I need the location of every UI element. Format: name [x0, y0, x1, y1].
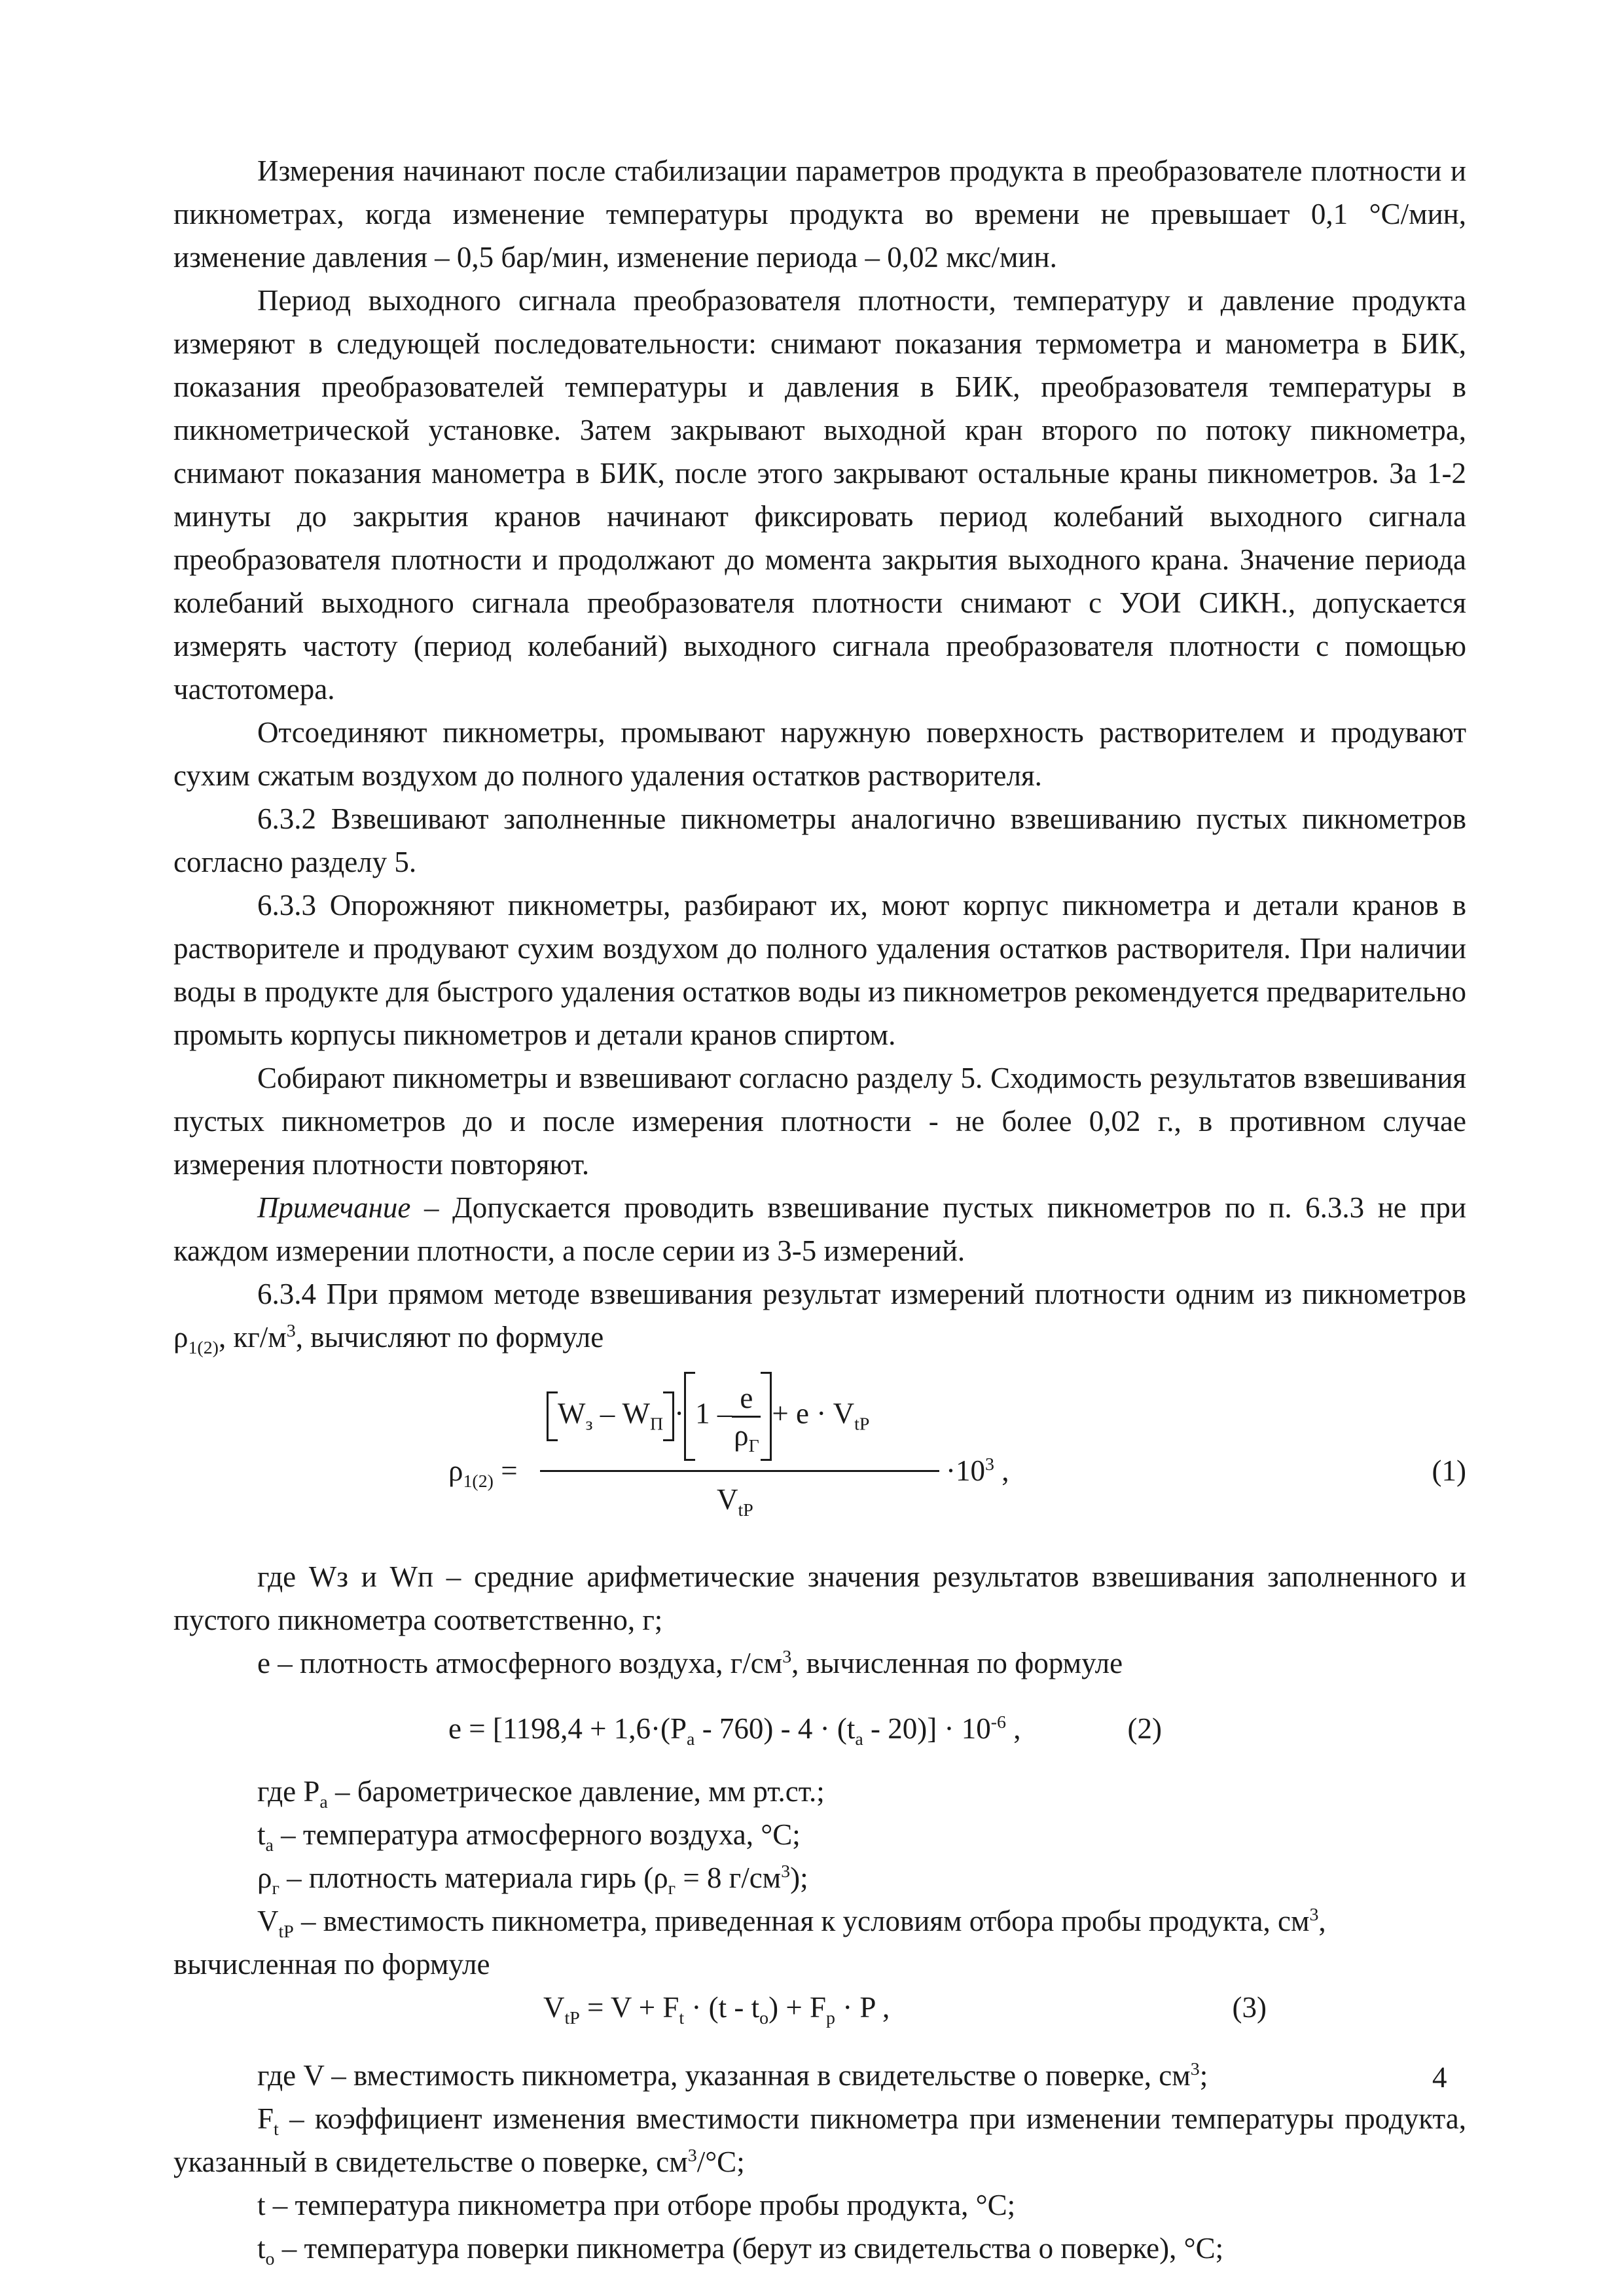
- text-run: , вычисляют по формуле: [295, 1321, 604, 1354]
- definition-rho-g: [173, 1856, 1466, 1899]
- plus-e-v: + e · V: [772, 1397, 855, 1430]
- bracket-right: [663, 1391, 674, 1441]
- inner-numerator: e: [732, 1380, 761, 1418]
- formula-1-tail: [946, 1449, 1009, 1492]
- subscript: p: [825, 2008, 835, 2028]
- text-run: e – плотность атмосферного воздуха, г/см: [257, 1647, 783, 1679]
- paragraph-6-3-4: [173, 1272, 1466, 1359]
- text-run: · P ,: [835, 1991, 890, 2024]
- rho-symbol: ρ: [448, 1454, 463, 1487]
- subscript: П: [650, 1414, 664, 1435]
- one-minus: 1 –: [695, 1397, 732, 1430]
- paragraph: 6.3.3 Опорожняют пикнометры, разбирают их, моют корпус пикнометра и детали кранов в растворителе и продувают сухим воздухом до полного удаления остатков растворителя. При наличии воды в продукте для быстрого удаления остатков воды из пикнометров рекомендуется предварительно промыть корпусы пикнометров и детали кранов спиртом.: [173, 889, 1466, 1051]
- formula-2: [173, 1685, 1466, 1770]
- w3-symbol: W: [558, 1397, 586, 1430]
- text-run: – барометрическое давление, мм рт.ст.;: [327, 1775, 825, 1808]
- subscript: t: [274, 2119, 279, 2140]
- text-run: – коэффициент изменения вместимости пикнометра при изменении температуры продукта, указанный в свидетельстве о поверке, см: [173, 2102, 1466, 2178]
- text-run: ;: [1199, 2059, 1208, 2092]
- definition-ft: [173, 2097, 1466, 2183]
- formula-3-expression: [543, 1986, 890, 2029]
- subscript: a: [855, 1729, 863, 1749]
- note-paragraph: [173, 1186, 1466, 1272]
- text-run: ,: [1318, 1905, 1326, 1937]
- definition-vtp-line2: вычисленная по формуле: [173, 1948, 490, 1981]
- superscript: 3: [1190, 2059, 1200, 2079]
- inner-denominator: [732, 1418, 761, 1456]
- text-run: – вместимость пикнометра, приведенная к условиям отбора пробы продукта, см: [293, 1905, 1310, 1937]
- text-run: V: [257, 1905, 279, 1937]
- subscript: tP: [854, 1414, 870, 1435]
- subscript: tP: [278, 1922, 294, 1942]
- big-bracket-left: [684, 1372, 695, 1461]
- text-run: ) + F: [768, 1991, 826, 2024]
- formula-3: [173, 1986, 1466, 2029]
- text-run: = 8 г/см: [676, 1861, 782, 1894]
- paragraph: Измерения начинают после стабилизации параметров продукта в преобразователе плотности и пикнометрах, когда изменение температуры продукта во времени не превышает 0,1 °С/мин, изменение давления – 0,5 бар/мин, изменение периода – 0,02 мкс/мин.: [173, 154, 1466, 274]
- superscript: 3: [782, 1647, 792, 1667]
- subscript: a: [265, 1835, 274, 1856]
- text-run: = V + F: [579, 1991, 679, 2024]
- paragraph: Отсоединяют пикнометры, промывают наружную поверхность растворителем и продувают сухим сжатым воздухом до полного удаления остатков растворителя.: [173, 716, 1466, 792]
- text-run: – температура поверки пикнометра (берут из свидетельства о поверке), °С;: [274, 2232, 1224, 2265]
- text-run: – температура атмосферного воздуха, °С;: [273, 1818, 801, 1851]
- definition-t: t – температура пикнометра при отборе пробы продукта, °С;: [257, 2189, 1016, 2221]
- superscript: 3: [1309, 1905, 1319, 1925]
- subscript: o: [759, 2008, 769, 2028]
- page-number: 4: [1432, 2061, 1447, 2094]
- definition-pa: [173, 1770, 1466, 1813]
- text-run: t: [257, 2232, 266, 2265]
- equals-sign: =: [493, 1454, 518, 1487]
- big-bracket-right: [761, 1372, 772, 1461]
- formula-1-numerator: [547, 1372, 939, 1461]
- subscript: t: [679, 2008, 685, 2028]
- superscript: 3: [286, 1321, 296, 1341]
- definitions-wz-wp: где Wз и Wп – средние арифметические значения результатов взвешивания заполненного и пустого пикнометра соответственно, г;: [173, 1560, 1466, 1636]
- comma: ,: [994, 1454, 1009, 1487]
- definition-ta: [173, 1813, 1466, 1856]
- formula-number-3: (3): [1232, 1991, 1267, 2024]
- subscript: 1(2): [188, 1338, 219, 1358]
- formula-1: [173, 1359, 1466, 1555]
- superscript: -6: [990, 1712, 1006, 1732]
- paragraph: Собирают пикнометры и взвешивают согласно разделу 5. Сходимость результатов взвешивания пустых пикнометров до и после измерения плотности - не более 0,02 г., в противном случае измерения плотности повторяют.: [173, 1062, 1466, 1181]
- times-ten: ·10: [946, 1454, 985, 1487]
- text-run: , кг/м: [218, 1321, 287, 1354]
- subscript: tP: [738, 1500, 753, 1520]
- text-run: /°С;: [696, 2145, 745, 2178]
- definition-vtp: [173, 1899, 1466, 1943]
- subscript: Г: [748, 1435, 759, 1456]
- text-run: );: [790, 1861, 808, 1894]
- subscript: a: [687, 1729, 695, 1749]
- v-symbol: V: [717, 1483, 738, 1516]
- subscript: a: [319, 1792, 328, 1812]
- subscript: г: [272, 1878, 280, 1899]
- text-run: - 760) - 4 · (t: [695, 1712, 856, 1745]
- dot-operator: ·: [674, 1397, 685, 1430]
- superscript: 3: [985, 1454, 994, 1475]
- note-label: Примечание: [257, 1191, 411, 1224]
- superscript: 3: [687, 2145, 697, 2166]
- formula-1-denominator: [717, 1478, 753, 1521]
- formula-number-1: (1): [1432, 1454, 1466, 1487]
- text-run: , вычисленная по формуле: [791, 1647, 1123, 1679]
- text-run: где V – вместимость пикнометра, указанная в свидетельстве о поверке, см: [257, 2059, 1191, 2092]
- text-run: 6.3.4 При прямом методе взвешивания результат измерений плотности одним из пикнометров ρ: [173, 1278, 1466, 1354]
- fraction-bar: [540, 1470, 939, 1472]
- text-run: · (t - t: [684, 1991, 760, 2024]
- subscript: г: [668, 1878, 676, 1899]
- subscript: з: [585, 1414, 593, 1435]
- subscript: o: [265, 2249, 275, 2269]
- subscript: 1(2): [463, 1471, 494, 1492]
- text-run: - 20)] · 10: [863, 1712, 991, 1745]
- formula-2-expression: [448, 1707, 1020, 1750]
- superscript: 3: [781, 1861, 791, 1882]
- text-run: V: [543, 1991, 565, 2024]
- definition-e: [257, 1641, 1466, 1685]
- paragraph: Период выходного сигнала преобразователя плотности, температуру и давление продукта измеряют в следующей последовательности: снимают показания термометра и манометра в БИК, показания преобразователей температуры и давления в БИК, преобразователя температуры в пикнометрической установке. Затем закрывают выходной кран второго по потоку пикнометра, снимают показания манометра в БИК, после этого закрывают остальные краны пикнометров. За 1-2 минуты до закрытия кранов начинают фиксировать период колебаний выходного сигнала преобразователя плотности и продолжают до момента закрытия выходного крана. Значение периода колебаний выходного сигнала преобразователя плотности снимают с УОИ СИКН., допускается измерять частоту (период колебаний) выходного сигнала преобразователя плотности с помощью частотомера.: [173, 284, 1466, 706]
- formula-number-2: (2): [1127, 1712, 1162, 1745]
- text-run: ,: [1005, 1712, 1021, 1745]
- text-run: где P: [257, 1775, 320, 1808]
- rho-symbol: ρ: [734, 1418, 749, 1452]
- formula-1-lhs: [448, 1449, 518, 1492]
- text-run: e = [1198,4 + 1,6·(P: [448, 1712, 687, 1745]
- text-run: F: [257, 2102, 274, 2135]
- text-run: ρ: [257, 1861, 272, 1894]
- text-run: t: [257, 1818, 266, 1851]
- paragraph: 6.3.2 Взвешивают заполненные пикнометры аналогично взвешиванию пустых пикнометров согласно разделу 5.: [173, 802, 1466, 878]
- text-run: – плотность материала гирь (ρ: [279, 1861, 668, 1894]
- body-text: [173, 149, 1466, 2270]
- note-text: – Допускается проводить взвешивание пустых пикнометров по п. 6.3.3 не при каждом измерении плотности, а после серии из 3-5 измерений.: [173, 1191, 1466, 1267]
- subscript: tP: [564, 2008, 580, 2028]
- inner-fraction: [732, 1380, 761, 1456]
- definition-v: [173, 2054, 1466, 2097]
- definition-t0: [173, 2227, 1466, 2270]
- minus-wp: – W: [592, 1397, 650, 1430]
- bracket-left: [547, 1391, 558, 1441]
